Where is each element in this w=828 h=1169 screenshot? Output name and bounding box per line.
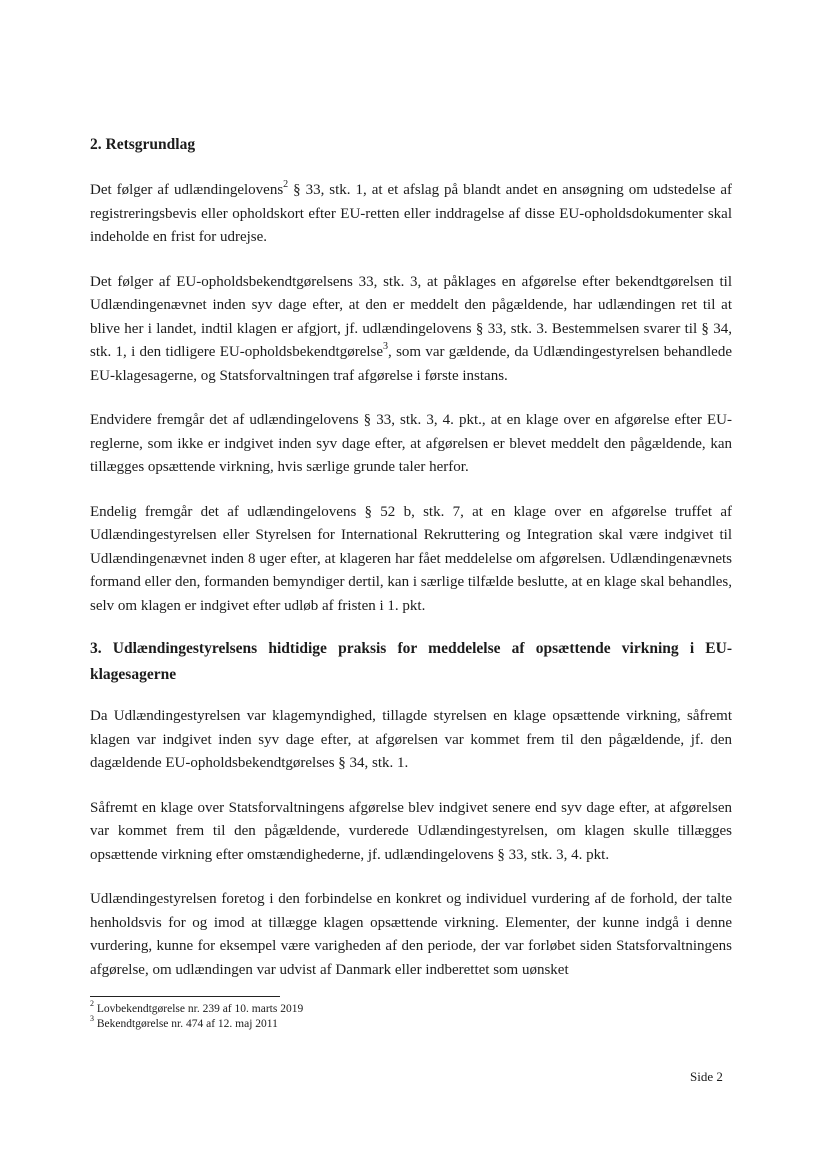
paragraph-text: § 33, stk. 1, at et afslag på blandt andet en ansøgning om udstedelse af registreringsbevis eller opholdskort efter EU-retten eller inddragelse af disse EU-opholdsdokumenter skal indeholde en frist for udrejse. — [90, 182, 732, 245]
section-3-paragraph-3: Udlændingestyrelsen foretog i den forbindelse en konkret og individuel vurdering af de forhold, der talte henholdsvis for og imod at tillægge klagen opsættende virkning. Elementer, der kunne indgå i denne vurdering, kunne for eksempel være varigheden af den periode, der var forløbet siden Statsforvaltningens afgørelse, om udlændingen var udvist af Danmark eller indberettet som uønsket — [90, 891, 732, 978]
footnote-item — [90, 1014, 303, 1032]
footnote-ref[interactable]: 3 — [383, 341, 389, 352]
section-3-paragraph-2: Såfremt en klage over Statsforvaltningens afgørelse blev indgivet senere end syv dage efter, at afgørelsen var kommet frem til den pågældende, vurderede Udlændingestyrelsen, om klagen skulle tillægges opsættende virkning efter omstændighederne, jf. udlændingelovens § 33, stk. 3, 4. pkt. — [90, 799, 732, 863]
footnotes — [90, 999, 304, 1032]
page-number: Side 2 — [690, 1069, 723, 1084]
footnote-text: Lovbekendtgørelse nr. 239 af 10. marts 2019 — [94, 1003, 304, 1015]
paragraph-text: Det følger af udlændingelovens — [90, 182, 284, 198]
section-3-heading: 3. Udlændingestyrelsens hidtidige praksis for meddelelse af opsættende virkning i EU-klagesagerne — [90, 640, 732, 683]
footnote-item — [90, 999, 304, 1017]
paragraph-text: Det følger af EU-opholdsbekendtgørelsens 33, stk. 3, at påklages en afgørelse efter bekendtgørelsen til Udlændingenævnet inden syv dage efter, at den er meddelt den pågældende, har udlændingen ret til at blive her i landet, indtil klagen er afgjort, jf. udlændingelovens § 33, stk. 3. Bestemmelsen svarer til § 34, stk. 1, i den tidligere EU-opholdsbekendtgørelse — [90, 273, 732, 360]
section-2-paragraph-1 — [90, 179, 732, 250]
footnote-ref[interactable]: 2 — [283, 179, 289, 190]
section-3-paragraph-1: Da Udlændingestyrelsen var klagemyndighed, tillagde styrelsen en klage opsættende virkning, såfremt klagen var indgivet inden syv dage efter, at afgørelsen var kommet frem til den pågældende, jf. den dagældende EU-opholdsbekendtgørelses § 34, stk. 1. — [90, 708, 732, 771]
footnote-text: Bekendtgørelse nr. 474 af 12. maj 2011 — [94, 1018, 278, 1030]
section-2-heading: 2. Retsgrundlag — [90, 136, 196, 153]
footnote-divider — [90, 996, 280, 997]
footnote-mark: 3 — [90, 1014, 94, 1024]
footnote-mark: 2 — [90, 999, 94, 1009]
page-content — [90, 132, 732, 982]
paragraph-text: , som var gældende, da Udlændingestyrelsen behandlede EU-klagesagerne, og Statsforvaltningen traf afgørelse i første instans. — [90, 344, 732, 384]
section-2-paragraph-2 — [90, 271, 732, 389]
section-2-paragraph-3: Endvidere fremgår det af udlændingelovens § 33, stk. 3, 4. pkt., at en klage over en afgørelse efter EU-reglerne, som ikke er indgivet inden syv dage efter, at afgørelsen er blevet meddelt den pågældende, kan tillægges opsættende virkning, hvis særlige grunde taler herfor. — [90, 412, 732, 475]
section-2-paragraph-4: Endelig fremgår det af udlændingelovens § 52 b, stk. 7, at en klage over en afgørelse truffet af Udlændingestyrelsen eller Styrelsen for International Rekruttering og Integration skal være indgivet til Udlændingenævnet inden 8 uger efter, at klageren har fået meddelelse om afgørelsen. Udlændingenævnets formand eller den, formanden bemyndiger dertil, kan i særlige tilfælde beslutte, at en klage skal behandles, selv om klagen er indgivet efter udløb af fristen i 1. pkt. — [90, 503, 732, 614]
